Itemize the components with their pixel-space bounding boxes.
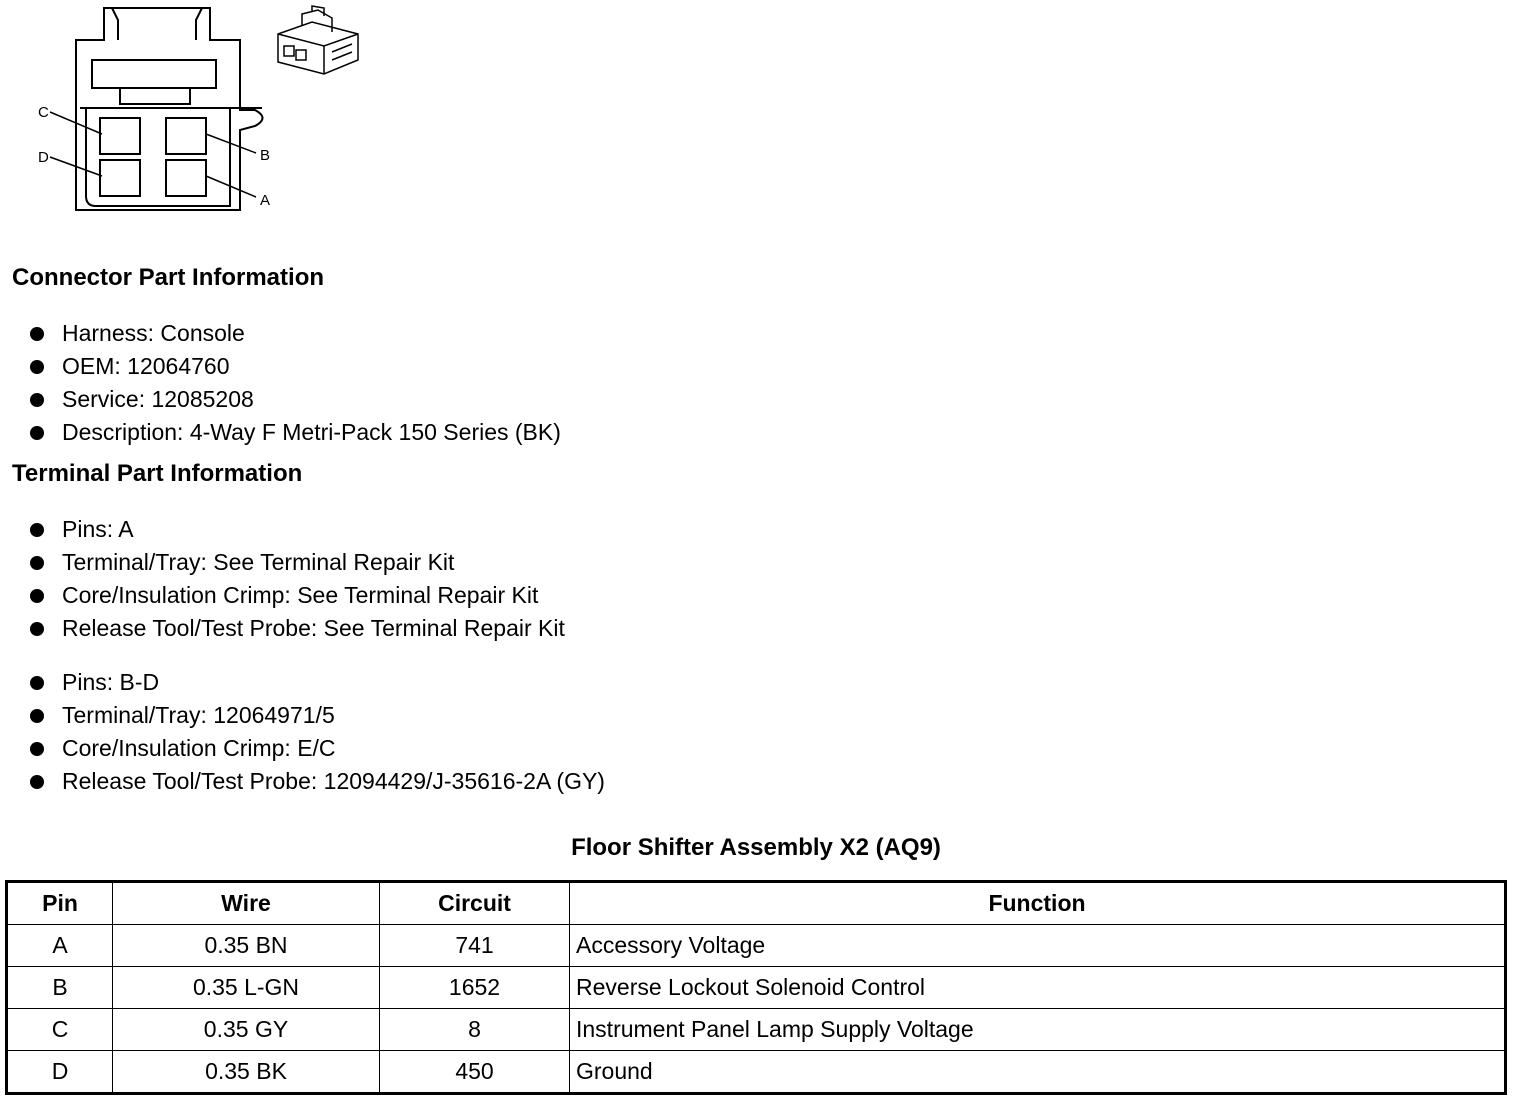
cell-pin: B (7, 967, 113, 1009)
list-item: OEM: 12064760 (30, 350, 561, 383)
list-item: Harness: Console (30, 317, 561, 350)
list-item: Terminal/Tray: 12064971/5 (30, 699, 605, 732)
pin-table (5, 880, 1507, 1095)
table-row (7, 925, 1506, 967)
cavity-a (166, 160, 206, 196)
header-circuit: Circuit (380, 882, 570, 925)
cavity-b (166, 118, 206, 154)
list-item: Service: 12085208 (30, 383, 561, 416)
terminal-part-info-heading: Terminal Part Information (12, 460, 303, 487)
cell-function: Reverse Lockout Solenoid Control (570, 967, 1506, 1009)
cell-wire: 0.35 L-GN (113, 967, 380, 1009)
list-item: Release Tool/Test Probe: See Terminal Repair Kit (30, 612, 565, 645)
header-wire: Wire (113, 882, 380, 925)
list-item: Core/Insulation Crimp: See Terminal Repair Kit (30, 579, 565, 612)
bullet-icon (30, 742, 44, 756)
list-item: Release Tool/Test Probe: 12094429/J-35616-2A (GY) (30, 765, 605, 798)
table-row (7, 967, 1506, 1009)
latch-bar (92, 60, 216, 88)
bullet-icon (30, 589, 44, 603)
cell-circuit: 450 (380, 1051, 570, 1094)
bullet-icon (30, 556, 44, 570)
bullet-icon (30, 622, 44, 636)
bullet-icon (30, 676, 44, 690)
header-pin: Pin (7, 882, 113, 925)
list-item: Core/Insulation Crimp: E/C (30, 732, 605, 765)
cell-function: Accessory Voltage (570, 925, 1506, 967)
latch-base (120, 88, 190, 104)
pin-label-d: D (38, 149, 49, 166)
cell-circuit: 741 (380, 925, 570, 967)
pin-label-a: A (260, 192, 271, 209)
cell-circuit: 1652 (380, 967, 570, 1009)
bullet-icon (30, 775, 44, 789)
cell-pin: D (7, 1051, 113, 1094)
cell-wire: 0.35 GY (113, 1009, 380, 1051)
cavity-frame (86, 108, 230, 206)
connector-part-info-list (30, 317, 561, 449)
bullet-icon (30, 709, 44, 723)
cell-wire: 0.35 BN (113, 925, 380, 967)
connector-face-diagram (30, 0, 280, 220)
table-header-row (7, 882, 1506, 925)
bullet-icon (30, 393, 44, 407)
table-row (7, 1009, 1506, 1051)
latch-lines (112, 8, 202, 40)
connector-isometric-image (272, 4, 364, 84)
pin-label-b: B (260, 147, 271, 164)
terminal-part-info-group2 (30, 666, 605, 798)
cell-circuit: 8 (380, 1009, 570, 1051)
list-item: Pins: B-D (30, 666, 605, 699)
cavity-d (100, 160, 140, 196)
list-item: Terminal/Tray: See Terminal Repair Kit (30, 546, 565, 579)
pin-label-c: C (38, 104, 49, 121)
bullet-icon (30, 327, 44, 341)
bullet-icon (30, 426, 44, 440)
cell-pin: A (7, 925, 113, 967)
bullet-icon (30, 523, 44, 537)
bullet-icon (30, 360, 44, 374)
pin-table-title: Floor Shifter Assembly X2 (AQ9) (571, 834, 941, 861)
cell-function: Instrument Panel Lamp Supply Voltage (570, 1009, 1506, 1051)
cell-function: Ground (570, 1051, 1506, 1094)
connector-part-info-heading: Connector Part Information (12, 264, 325, 291)
header-function: Function (570, 882, 1506, 925)
cavity-c (100, 118, 140, 154)
table-row (7, 1051, 1506, 1094)
terminal-part-info-group1 (30, 513, 565, 645)
cell-pin: C (7, 1009, 113, 1051)
cell-wire: 0.35 BK (113, 1051, 380, 1094)
list-item: Description: 4-Way F Metri-Pack 150 Series (BK) (30, 416, 561, 449)
list-item: Pins: A (30, 513, 565, 546)
